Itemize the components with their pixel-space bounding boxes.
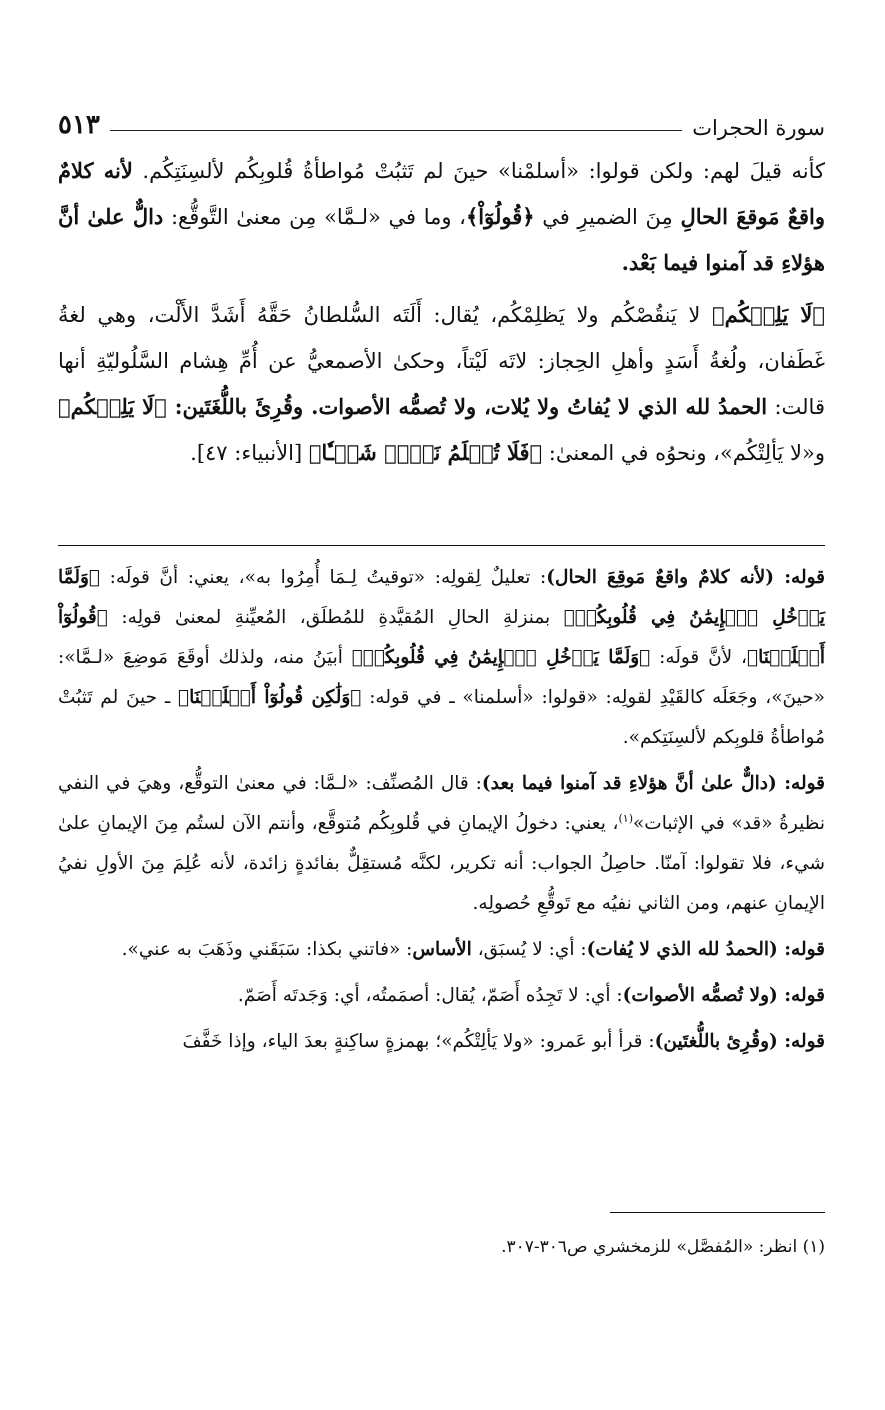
text-run: و«لا يَألِتْكُم»، ونحوُه في المعنىٰ: — [542, 441, 825, 465]
page-number: ٥١٣ — [58, 110, 100, 140]
text-run: لا يَنقُصْكُم ولا يَظلِمْكُم، يُقال: أَلَتَه السُّلطانُ حَقَّهُ أَشَدَّ الأَلْت، وهي لغةُ غَطَفان، ولُغةُ أَسَدٍ وأهلِ الحِجاز: لاتَه لَيْتاً، وحكىٰ الأصمعيُّ عن أُمِّ هِشام السَّلُوليّةِ أنها قالت: — [58, 303, 825, 419]
commentary-lemma: قوله: (وقُرِئ باللُّغتَين) — [654, 1031, 825, 1052]
footnote: (١) انظر: «المُفصَّل» للزمخشري ص٣٠٦-٣٠٧. — [501, 1237, 825, 1257]
commentary-lemma: قوله: (لأنه كلامٌ واقعٌ مَوقِعَ الحال) — [546, 567, 825, 588]
quran-quote: ﴿وَلَمَّا يَدۡخُلِ ٱلۡإِيمَٰنُ فِي قُلُوبِكُمۡ﴾ — [58, 567, 825, 628]
quran-quote: ﴿قُولُوٓاْ أَسۡلَمۡنَا﴾ — [58, 607, 825, 668]
text-run: ـ حينَ لم تَثبُتْ مُواطأةُ قلوبِكم لألسِنَتِكم». — [58, 687, 825, 748]
text-run: ، وما في «لـمَّا» مِن معنىٰ التَّوقُّع: — [163, 205, 466, 229]
source-name: الأساس — [412, 939, 472, 960]
commentary-lemma: قوله: (ولا تُصمُّه الأصوات) — [622, 985, 825, 1006]
running-header — [58, 100, 825, 140]
main-paragraph — [58, 292, 825, 476]
commentary-paragraph — [58, 764, 825, 924]
text-run: : قال المُصنِّف: «لـمَّا: في معنىٰ التوقُّع، وهيَ في النفي نظيرةُ «قد» في الإثبات» — [58, 773, 825, 834]
commentary-lemma: قوله: (دالٌّ علىٰ أنَّ هؤلاءِ قد آمنوا فيما بعد) — [481, 773, 826, 794]
commentary-paragraph — [58, 558, 825, 758]
commentary-paragraph — [58, 930, 825, 970]
surah-title: سورة الحجرات — [692, 116, 825, 140]
text-run: بمنزلةِ الحالِ المُقيَّدةِ للمُطلَق، المُعيِّنةِ لمعنىٰ قولِه: — [107, 607, 564, 628]
bold-phrase: الحمدُ لله الذي لا يُفاتُ ولا يُلات، ولا تُصمُّه الأصوات. — [311, 394, 768, 419]
bold-phrase: لأنه كلامٌ واقعٌ مَوقعَ الحالِ — [58, 158, 825, 229]
text-run: : قرأ أبو عَمرو: «ولا يَألِتْكُم»؛ بهمزةٍ ساكِنةٍ بعدَ الياء، وإذا خَفَّفَ — [182, 1031, 655, 1052]
main-text — [58, 148, 825, 482]
quran-quote: ﴿قُولُوٓاْ﴾ — [465, 204, 535, 229]
commentary-paragraph — [58, 1022, 825, 1062]
commentary — [58, 558, 825, 1068]
quran-quote: ﴿لَا يَلِتۡكُم﴾ — [711, 302, 825, 327]
text-run: [الأنبياء: ٤٧]. — [190, 441, 309, 465]
commentary-divider — [58, 545, 825, 546]
text-run: : أي: لا يُسبَق، — [471, 939, 587, 960]
footnote-rule — [610, 1212, 825, 1213]
text-run: كأنه قيلَ لهم: ولكن قولوا: «أسلمْنا» حينَ لم تَثبُتْ مُواطأةُ قُلوبِكُم لألسِنَتِكُم. — [132, 159, 825, 183]
header-rule — [110, 130, 682, 131]
quran-quote: ﴿فَلَا تُظۡلَمُ نَفۡسٞ شَيۡـٔٗا﴾ — [308, 440, 543, 465]
bold-phrase: وقُرِئَ باللُّغَتَين: — [174, 394, 312, 419]
text-run: أبيَنُ منه، ولذلك أوقَعَ مَوضِعَ «لـمَّا»: «حينَ»، وجَعَلَه كالقَيْدِ لقولِه: «قولوا: «أسلمنا» ـ في قوله: — [58, 647, 825, 708]
commentary-lemma: قوله: (الحمدُ لله الذي لا يُفات) — [586, 939, 825, 960]
main-paragraph — [58, 148, 825, 286]
text-run: ، يعني: دخولُ الإيمانِ في قُلوبِكُم مُتوقَّع، وأنتم الآن لستُم مِنَ الإيمانِ علىٰ شيء، فلا تقولوا: آمنّا. حاصِلُ الجواب: أنه تكرير، لكنَّه مُستقِلٌّ بفائدةٍ زائدة، لأنه عُلِمَ مِنَ الأولِ نفيُ الإيمانِ عنهم، ومن الثاني نفيُه مع تَوقُّعِ حُصولِه. — [58, 813, 825, 914]
text-run: : «فاتني بكذا: سَبَقَني وذَهَبَ به عني». — [121, 939, 413, 960]
text-run: : تعليلٌ لِقولِه: «توقيتُ لِـمَا أُمِرُوا به»، يعني: أنَّ قولَه: — [100, 567, 547, 588]
bold-phrase: دالٌّ علىٰ أنَّ هؤلاءِ قد آمنوا فيما بَعْد. — [58, 204, 825, 275]
text-run: مِنَ الضميرِ في — [534, 205, 681, 229]
text-run: : أي: لا تَجِدُه أَصَمّ، يُقال: أصمَمتُه، أي: وَجَدتَه أَصَمّ. — [237, 985, 623, 1006]
text-run: ، لأنَّ قولَه: — [650, 647, 747, 668]
footnote-reference: (١) — [618, 811, 633, 825]
quran-quote: ﴿وَلَٰكِن قُولُوٓاْ أَسۡلَمۡنَا﴾ — [178, 687, 362, 708]
commentary-paragraph — [58, 976, 825, 1016]
quran-quote: ﴿وَلَمَّا يَدۡخُلِ ٱلۡإِيمَٰنُ فِي قُلُوبِكُمۡ﴾ — [351, 647, 651, 668]
quran-quote: ﴿لَا يَلِتۡكُم﴾ — [58, 394, 175, 419]
